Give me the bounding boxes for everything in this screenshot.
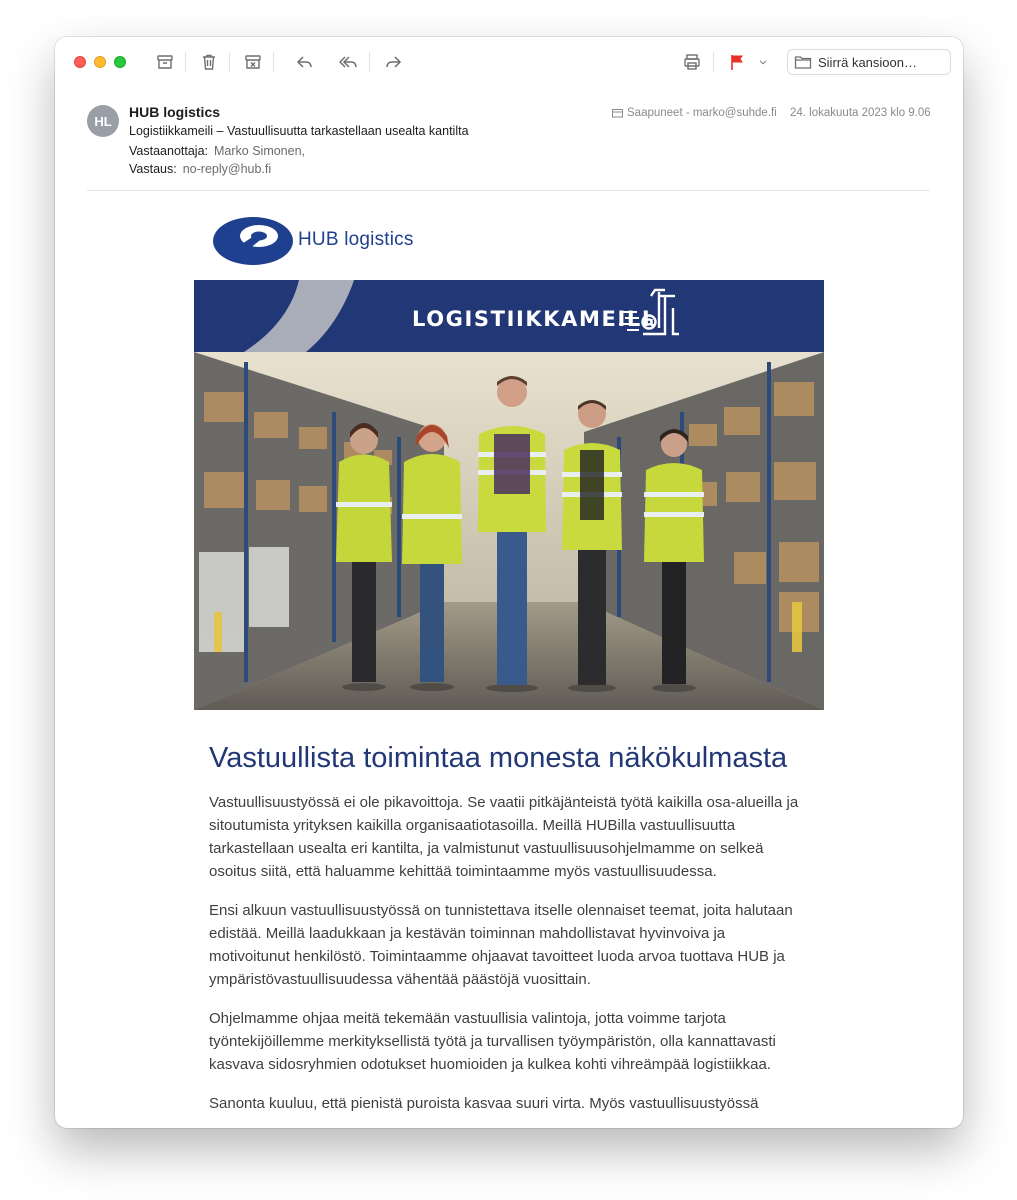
article-headline: Vastuullista toimintaa monesta näkökulmasta [209,742,788,774]
forklift-mail-icon [615,288,685,344]
inbox-icon [612,108,623,118]
banner-arc-decoration [194,280,364,352]
message-header [55,87,963,191]
recipient-value[interactable]: Marko Simonen, [214,144,306,158]
flag-icon[interactable] [725,51,749,73]
logo-text: HUB logistics [298,229,414,250]
move-to-folder-label: Siirrä kansioon… [818,54,917,70]
recipient-label: Vastaanottaja: [129,144,208,158]
print-icon[interactable] [680,51,704,73]
minimize-window-button[interactable] [94,56,106,68]
toolbar [55,37,963,87]
message-date: 24. lokakuuta 2023 klo 9.06 [790,107,931,119]
team-photo [194,352,824,710]
banner-title: LOGISTIIKKAMEILI [412,307,652,331]
reply-to-label: Vastaus: [129,162,177,176]
newsletter-banner [194,280,824,352]
mail-window [55,37,963,1128]
close-window-button[interactable] [74,56,86,68]
chevron-down-icon[interactable] [755,51,771,73]
reply-to-row [129,162,271,176]
recipient-row [129,144,305,158]
avatar: HL [87,105,119,137]
article [194,740,824,1115]
reply-icon[interactable] [293,51,317,73]
move-to-folder-field[interactable] [787,49,951,75]
reply-all-icon[interactable] [337,51,361,73]
hub-logo-icon [212,215,294,267]
archive-icon[interactable] [153,51,177,73]
forward-icon[interactable] [381,51,405,73]
article-paragraph: Ensi alkuun vastuullisuustyössä on tunnistettava itselle olennaiset teemat, joita halutaan edistää. Meillä laadukkaan ja kestävän toiminnan mahdollistavat hyvinvoiva ja motivoitunut henkilöstö. Toimintaamme ohjaavat tavoitteet luoda arvoa tuottava HUB ja ympäristövastuullisuudessa vähentää päästöjä vuosittain. [209,902,793,988]
mailbox-info [612,107,777,119]
reply-to-value[interactable]: no-reply@hub.fi [182,162,272,176]
message-subject: Logistiikkameili – Vastuullisuutta tarkastellaan usealta kantilta [129,124,469,138]
newsletter-body [194,207,824,1115]
brand-logo[interactable] [194,207,824,280]
sender-name[interactable]: HUB logistics [129,104,221,120]
mailbox-label: Saapuneet - marko@suhde.fi [627,107,777,119]
trash-icon[interactable] [197,51,221,73]
header-divider [87,190,930,191]
article-paragraph: Vastuullisuustyössä ei ole pikavoittoja. Se vaatii pitkäjänteistä työtä kaikilla osa-alueilla ja sitoutumista yrityksen kaikilla organisaatiotasoilla. Meillä HUBilla vastuullisuutta tarkastellaan usealta eri kantilta, ja valmistunut vastuullisuusohjelmamme on selkeä osoitus siitä, että haluamme kehittää toimintaamme myös vastuullisuudessa. [209,794,799,880]
folder-icon [794,54,812,70]
junk-icon[interactable] [241,51,265,73]
article-paragraph: Sanonta kuuluu, että pienistä puroista kasvaa suuri virta. Myös vastuullisuustyössä [209,1095,759,1112]
article-paragraph: Ohjelmamme ohjaa meitä tekemään vastuullisia valintoja, jotta voimme tarjota työntekijöillemme merkityksellistä työtä ja turvallisen työympäristön, olla kannattavasti kasvava sidosryhmien odotukset huomioiden ja kulkea kohti vihreämpää logistiikkaa. [209,1010,776,1073]
zoom-window-button[interactable] [114,56,126,68]
